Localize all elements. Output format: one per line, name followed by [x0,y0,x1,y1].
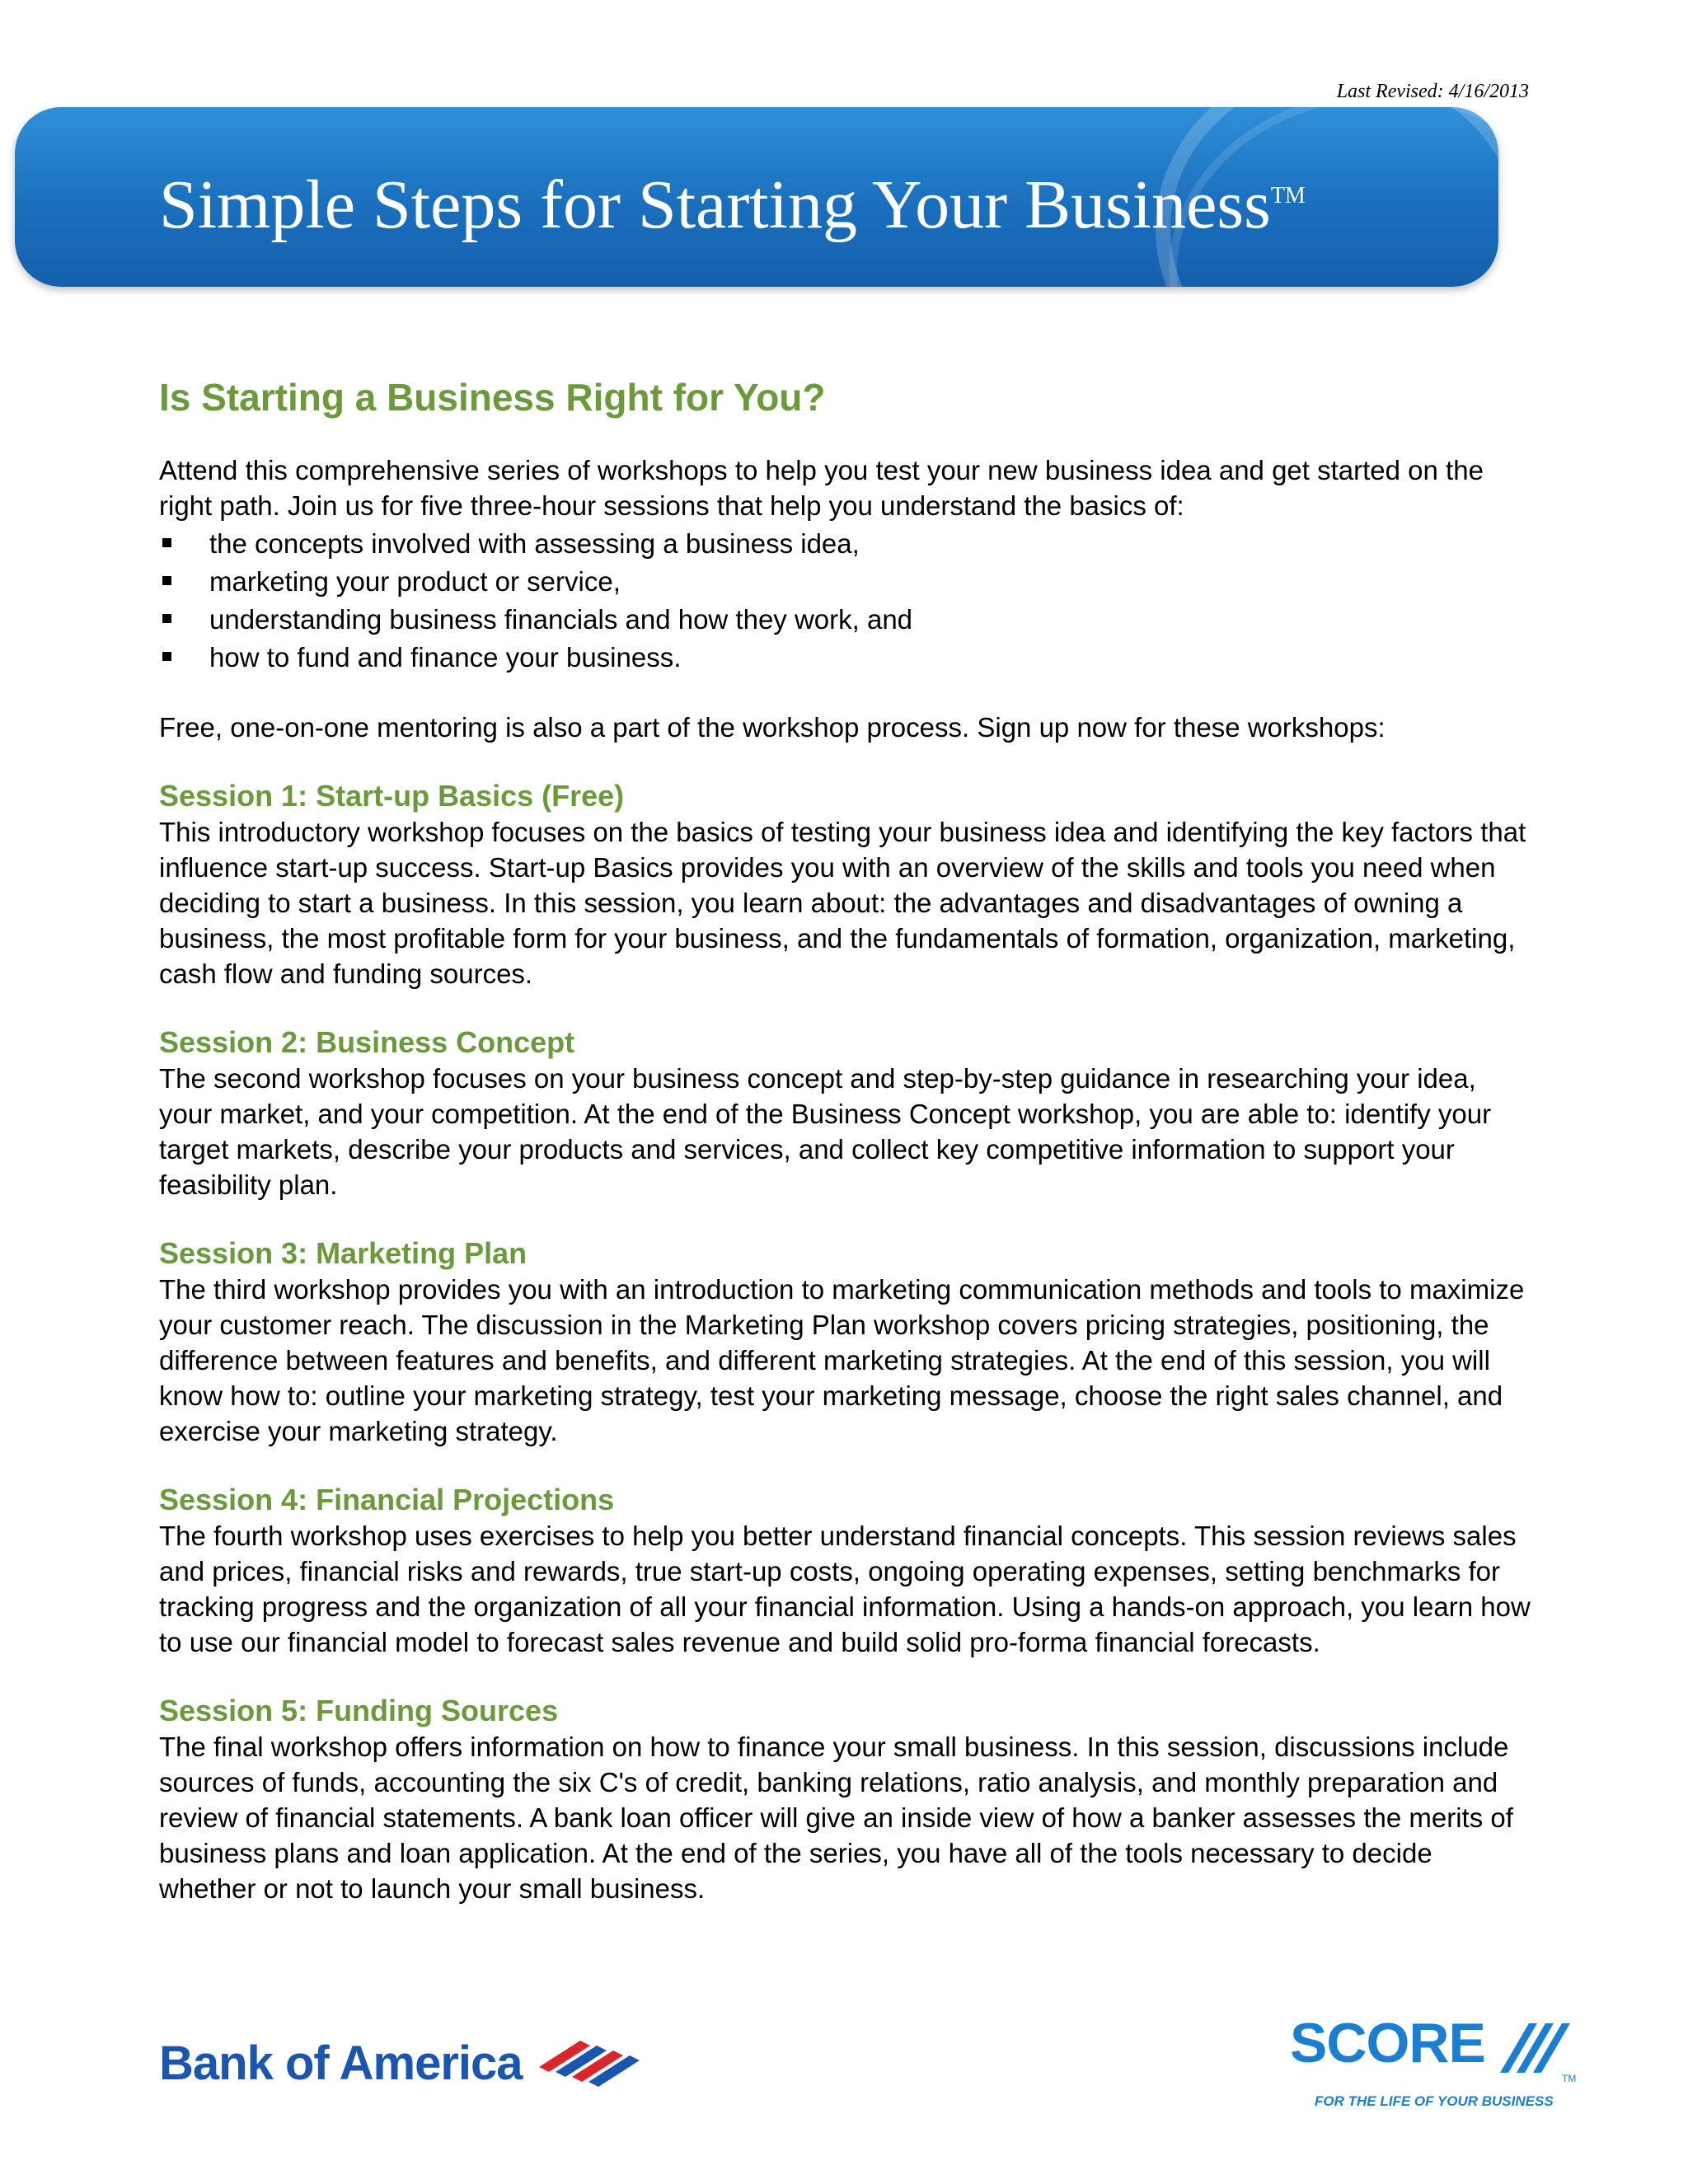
session-body: The fourth workshop uses exercises to help you better understand financial concepts. This session reviews sales and prices, financial risks and rewards, true start-up costs, ongoing operating expenses, setting benchmarks for tracking progress and the organization of all your financial information. Using a hands-on approach, you learn how to use our financial model to forecast sales revenue and build solid pro-forma financial forecasts. [159,1521,1531,1657]
list-item-text: understanding business financials and how they work, and [209,604,913,635]
session-4 [159,1482,1531,1660]
topics-list [159,525,1531,677]
title-banner [15,107,1498,287]
list-item-text: marketing your product or service, [209,566,621,597]
session-body: This introductory workshop focuses on the basics of testing your business idea and identifying the key factors that influence start-up success. Start-up Basics provides you with an overview of the skills and tools you need when deciding to start a business. In this session, you learn about: the advantages and disadvantages of owning a business, the most profitable form for your business, and the fundamentals of formation, organization, marketing, cash flow and funding sources. [159,817,1526,989]
session-2 [159,1024,1531,1202]
page-title-text: Simple Steps for Starting Your Business [159,166,1271,243]
session-1 [159,778,1531,991]
signup-paragraph: Free, one-on-one mentoring is also a part of the workshop process. Sign up now for these workshops: [159,712,1386,743]
score-wordmark: SCORE [1290,2012,1485,2074]
session-title: Session 4: Financial Projections [159,1483,615,1516]
list-item [159,563,1531,601]
page-title [159,165,1306,245]
square-bullet-icon [162,652,171,661]
session-5 [159,1693,1531,1906]
bank-of-america-wordmark: Bank of America [159,2036,523,2090]
session-title: Session 2: Business Concept [159,1025,575,1059]
session-body: The second workshop focuses on your business concept and step-by-step guidance in researching your idea, your market, and your competition. At the end of the Business Concept workshop, you are able to: identify your target markets, describe your products and services, and collect key competitive information to support your feasibility plan. [159,1063,1492,1200]
main-content [159,375,1531,1906]
session-title: Session 3: Marketing Plan [159,1236,528,1270]
intro-heading: Is Starting a Business Right for You? [159,376,826,419]
score-trademark: TM [1562,2073,1577,2084]
score-logo [1290,2011,1587,2118]
bank-of-america-logo [159,2034,646,2092]
list-item [159,639,1531,677]
score-tagline: FOR THE LIFE OF YOUR BUSINESS [1315,2093,1554,2109]
session-body: The final workshop offers information on how to finance your small business. In this session, discussions include sources of funds, accounting the six C's of credit, banking relations, ratio analysis, and monthly preparation and review of financial statements. A bank loan officer will give an inside view of how a banker assesses the merits of business plans and loan application. At the end of the series, you have all of the tools necessary to decide whether or not to launch your small business. [159,1732,1513,1904]
square-bullet-icon [162,576,171,585]
square-bullet-icon [162,538,171,547]
session-3 [159,1235,1531,1449]
intro-paragraph: Attend this comprehensive series of workshops to help you test your new business idea and get started on the right path. Join us for five three-hour sessions that help you understand the basics of: [159,455,1484,521]
trademark-symbol: TM [1270,183,1306,209]
square-bullet-icon [162,614,171,623]
session-body: The third workshop provides you with an introduction to marketing communication methods and tools to maximize your customer reach. The discussion in the Marketing Plan workshop covers pricing strategies, positioning, the difference between features and benefits, and different marketing strategies. At the end of this session, you will know how to: outline your marketing strategy, test your marketing message, choose the right sales channel, and exercise your marketing strategy. [159,1274,1525,1446]
bank-of-america-flag-icon [531,2034,646,2092]
session-title: Session 5: Funding Sources [159,1694,559,1727]
session-title: Session 1: Start-up Basics (Free) [159,779,625,813]
list-item-text: the concepts involved with assessing a business idea, [209,528,860,559]
last-revised-date: Last Revised: 4/16/2013 [1336,81,1529,102]
list-item [159,601,1531,639]
score-stripes-icon [1492,2015,1574,2081]
list-item [159,525,1531,563]
list-item-text: how to fund and finance your business. [209,642,682,673]
